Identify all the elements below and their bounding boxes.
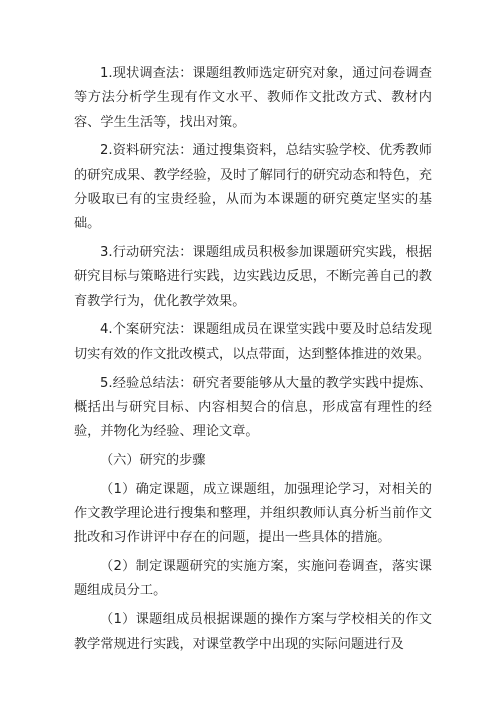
paragraph-method-experience-summary: 5.经验总结法：研究者要能够从大量的教学实践中提炼、概括出与研究目标、内容相契合的信息，形成富有理性的经验，并物化为经验、理论文章。 [74,375,432,440]
paragraph-method-action-research: 3.行动研究法：课题组成员积极参加课题研究实践，根据研究目标与策略进行实践，边实践边反思，不断完善自己的教育教学行为，优化教学效果。 [74,245,432,309]
paragraph-step-1: （1）确定课题，成立课题组，加强理论学习，对相关的作文教学理论进行搜集和整理，并组织教师认真分析当前作文批改和习作讲评中存在的问题，提出一些具体的措施。 [74,481,432,546]
paragraph-step-1-practice: （1）课题组成员根据课题的操作方案与学校相关的作文教学常规进行实践，对课堂教学中出现的实际问题进行及 [74,612,432,652]
paragraph-step-2: （2）制定课题研究的实施方案，实施问卷调查，落实课题组成员分工。 [74,559,432,599]
paragraph-method-literature: 2.资料研究法：通过搜集资料，总结实验学校、优秀教师的研究成果、教学经验，及时了解同行的研究动态和特色，充分吸取已有的宝贵经验，从而为本课题的研究奠定坚实的基础。 [74,143,432,232]
paragraph-method-case-study: 4.个案研究法：课题组成员在课堂实践中要及时总结发现切实有效的作文批改模式，以点带面，达到整体推进的效果。 [74,322,432,362]
section-heading-research-steps: （六）研究的步骤 [100,452,206,468]
paragraph-method-survey: 1.现状调查法：课题组教师选定研究对象，通过问卷调查等方法分析学生现有作文水平、教师作文批改方式、教材内容、学生生活等，找出对策。 [74,66,432,130]
document-body [74,62,432,661]
